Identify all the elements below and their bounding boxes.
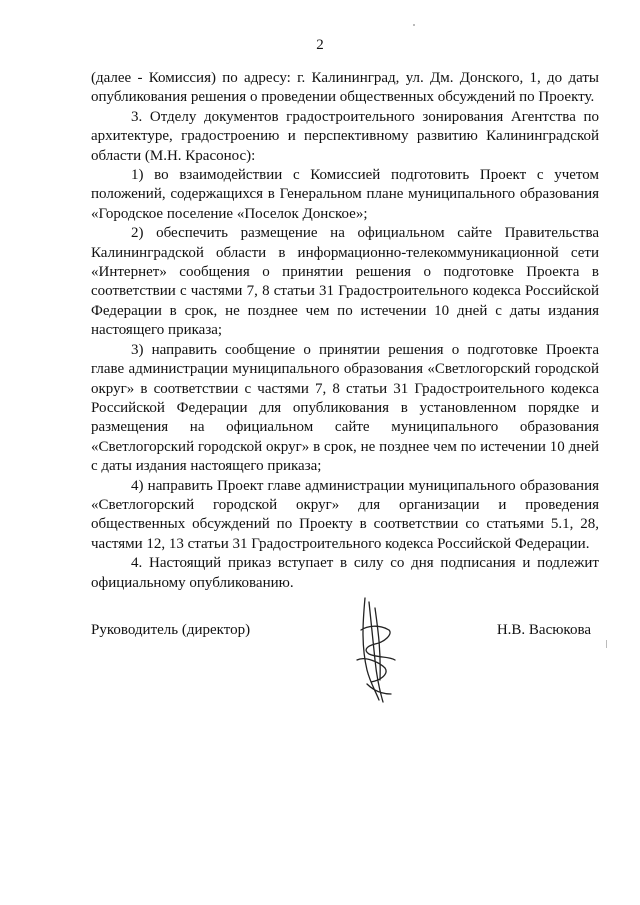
paragraph-subitem-1: 1) во взаимодействии с Комиссией подготовить Проект с учетом положений, содержащихся в Генеральном плане муниципального образования «Городское поселение «Поселок Донское»; bbox=[91, 167, 599, 222]
handwritten-signature bbox=[345, 590, 405, 710]
signer-name: Н.В. Васюкова bbox=[496, 622, 591, 638]
paragraph-address: (далее - Комиссия) по адресу: г. Калининград, ул. Дм. Донского, 1, до даты опубликования решения о проведении общественных обсуждений по Проекту. bbox=[91, 70, 599, 106]
document-body bbox=[91, 69, 599, 593]
paragraph-item-4: 4. Настоящий приказ вступает в силу со дня подписания и подлежит официальному опубликованию. bbox=[91, 555, 599, 591]
scan-artifact bbox=[606, 640, 607, 648]
scan-artifact bbox=[413, 24, 415, 26]
page-number: 2 bbox=[316, 37, 324, 53]
paragraph-subitem-2: 2) обеспечить размещение на официальном сайте Правительства Калининградской области в информационно-телекоммуникационной сети «Интернет» сообщения о принятии решения о подготовке Проекта в соответствии с частями 7, 8 статьи 31 Градостроительного кодекса Российской Федерации в срок, не позднее чем по истечении 10 дней с даты издания настоящего приказа; bbox=[91, 225, 599, 339]
paragraph-subitem-3: 3) направить сообщение о принятии решения о подготовке Проекта главе администрации муниципального образования «Светлогорский городской округ» в соответствии с частями 7, 8 статьи 31 Градостроительного кодекса Российской Федерации для опубликования в установленном порядке и размещения на официальном сайте муниципального образования «Светлогорский городской округ» в срок, не позднее чем по истечении 10 дней с даты издания настоящего приказа; bbox=[91, 341, 599, 475]
paragraph-subitem-4: 4) направить Проект главе администрации муниципального образования «Светлогорский городской округ» для организации и проведения общественных обсуждений по Проекту в соответствии со статьями 5.1, 28, частями 12, 13 статьи 31 Градостроительного кодекса Российской Федерации. bbox=[91, 477, 599, 552]
signer-title: Руководитель (директор) bbox=[91, 622, 251, 638]
paragraph-item-3: 3. Отделу документов градостроительного зонирования Агентства по архитектуре, градостроению и перспективному развитию Калининградской области (М.Н. Красонос): bbox=[91, 108, 599, 164]
